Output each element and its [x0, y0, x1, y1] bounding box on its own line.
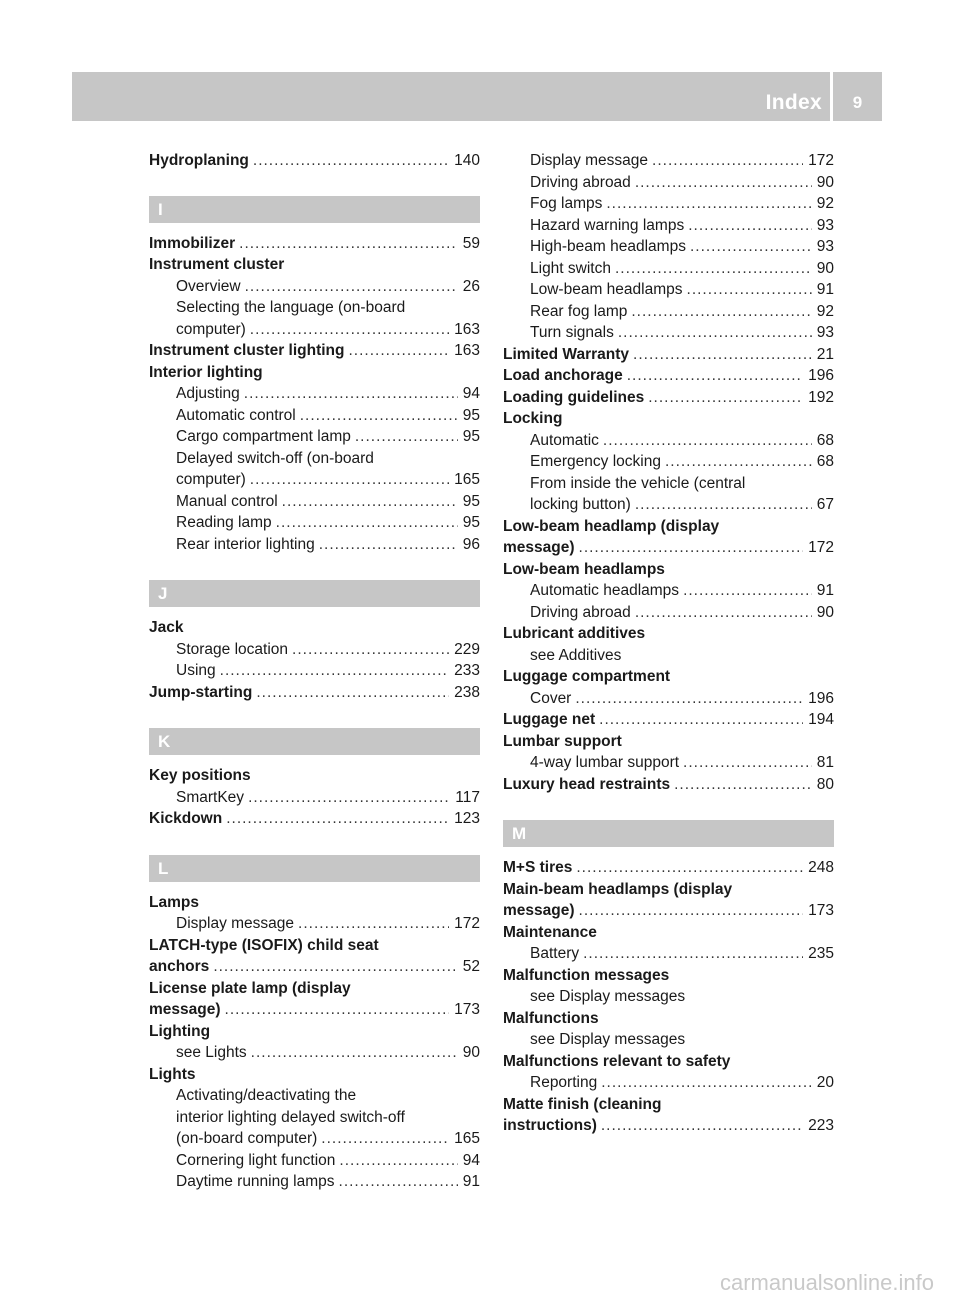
entry-label: Rear fog lamp: [530, 302, 628, 320]
index-subentry[interactable]: [149, 321, 480, 343]
entry-label: instructions): [503, 1117, 597, 1134]
entry-page: 91: [816, 582, 834, 599]
index-heading: Interior lighting: [149, 363, 263, 381]
entry-label: Daytime running lamps: [176, 1173, 335, 1190]
index-heading: Lubricant additives: [503, 625, 646, 642]
index-entry[interactable]: [149, 684, 480, 706]
index-subentry[interactable]: [503, 453, 834, 475]
dot-leader: [579, 539, 804, 557]
section-header-j: J: [149, 580, 480, 607]
index-entry[interactable]: [503, 711, 834, 733]
index-entry[interactable]: [503, 389, 834, 411]
header-bar: [72, 72, 882, 121]
entry-label: M+S tires: [503, 859, 573, 876]
dot-leader: [282, 493, 458, 511]
entry-page: 165: [454, 1130, 480, 1147]
index-subentry[interactable]: [149, 915, 480, 937]
entry-label: Storage location: [176, 640, 289, 658]
index-heading: Key positions: [149, 767, 251, 784]
entry-label: message): [503, 902, 575, 919]
dot-leader: [226, 810, 449, 828]
index-subentry-line: From inside the vehicle (central: [530, 474, 746, 492]
entry-page: 163: [454, 342, 480, 359]
entry-label: Rear interior lighting: [176, 535, 315, 553]
dot-leader: [298, 915, 449, 933]
index-subentry[interactable]: [503, 432, 834, 454]
dot-leader: [603, 432, 812, 450]
entry-page: 172: [454, 915, 480, 932]
dot-leader: [635, 174, 812, 192]
entry-label: (on-board computer): [176, 1130, 318, 1147]
entry-page: 165: [454, 471, 480, 488]
dot-leader: [251, 1044, 458, 1062]
dot-leader: [601, 1074, 812, 1092]
entry-page: 52: [462, 958, 480, 975]
entry-page: 94: [462, 385, 480, 402]
entry-page: 172: [808, 539, 834, 556]
entry-label: SmartKey: [176, 788, 245, 806]
dot-leader: [633, 346, 812, 364]
entry-page: 123: [454, 810, 480, 827]
dot-leader: [687, 281, 812, 299]
entry-label: Overview: [176, 277, 241, 295]
dot-leader: [321, 1130, 449, 1148]
index-heading: Maintenance: [503, 923, 597, 941]
entry-label: Instrument cluster lighting: [149, 342, 345, 359]
index-heading: Malfunctions relevant to safety: [503, 1052, 731, 1070]
index-entry[interactable]: [503, 776, 834, 798]
index-subentry[interactable]: [149, 1152, 480, 1174]
index-subentry-line[interactable]: see Additives: [530, 646, 622, 664]
dot-leader: [339, 1173, 458, 1191]
entry-label: Hydroplaning: [149, 152, 249, 169]
entry-label: Luxury head restraints: [503, 775, 671, 793]
index-heading: License plate lamp (display: [149, 979, 351, 997]
index-entry[interactable]: [149, 958, 480, 980]
page-title: Index: [765, 91, 822, 114]
entry-label: Using: [176, 662, 216, 679]
entry-label: Driving abroad: [530, 173, 631, 191]
index-heading: Lamps: [149, 893, 199, 911]
index-heading: Locking: [503, 410, 563, 427]
dot-leader: [627, 367, 803, 385]
dot-leader: [253, 152, 449, 170]
dot-leader: [244, 385, 458, 403]
entry-label: Cover: [530, 689, 572, 707]
index-column-left: [149, 152, 480, 1195]
entry-page: 26: [462, 277, 480, 295]
index-entry[interactable]: [503, 902, 834, 924]
entry-label: Loading guidelines: [503, 388, 645, 406]
index-entry[interactable]: [503, 539, 834, 561]
index-entry[interactable]: [149, 342, 480, 364]
entry-page: 80: [816, 775, 834, 793]
entry-label: Display message: [530, 152, 649, 169]
index-subentry-line: Selecting the language (on-board: [176, 299, 406, 316]
dot-leader: [683, 582, 812, 600]
index-heading: Lights: [149, 1065, 196, 1083]
entry-page: 238: [454, 683, 480, 701]
entry-page: 91: [816, 281, 834, 298]
index-subentry[interactable]: [149, 1044, 480, 1066]
index-subentry[interactable]: [503, 945, 834, 967]
dot-leader: [618, 324, 812, 342]
index-column-right: [503, 152, 834, 1139]
entry-page: 90: [816, 603, 834, 621]
entry-page: 196: [808, 689, 834, 707]
entry-page: 67: [816, 496, 834, 513]
dot-leader: [690, 238, 812, 256]
index-entry[interactable]: [503, 1117, 834, 1139]
dot-leader: [674, 776, 812, 794]
entry-label: Fog lamps: [530, 195, 603, 212]
entry-page: 140: [454, 152, 480, 169]
entry-page: 223: [808, 1117, 834, 1134]
index-subentry[interactable]: [503, 152, 834, 174]
index-subentry[interactable]: [149, 1173, 480, 1195]
dot-leader: [615, 260, 812, 278]
dot-leader: [348, 342, 449, 360]
entry-label: Kickdown: [149, 810, 223, 827]
entry-label: message): [503, 539, 575, 556]
index-subentry[interactable]: [503, 260, 834, 282]
entry-label: Automatic: [530, 431, 599, 449]
entry-label: Cornering light function: [176, 1151, 336, 1169]
dot-leader: [576, 859, 803, 877]
entry-label: Driving abroad: [530, 603, 631, 621]
index-heading: LATCH-type (ISOFIX) child seat: [149, 936, 379, 954]
entry-label: computer): [176, 320, 246, 338]
index-subentry[interactable]: [149, 789, 480, 811]
dot-leader: [250, 471, 449, 489]
entry-page: 173: [808, 902, 834, 919]
index-subentry[interactable]: [503, 582, 834, 604]
entry-page: 92: [816, 195, 834, 212]
index-heading: Instrument cluster: [149, 256, 285, 273]
entry-page: 248: [808, 859, 834, 876]
dot-leader: [250, 321, 449, 339]
entry-page: 90: [816, 173, 834, 191]
entry-label: Light switch: [530, 259, 611, 277]
index-subentry[interactable]: [503, 690, 834, 712]
index-subentry[interactable]: [503, 754, 834, 776]
index-entry[interactable]: [149, 235, 480, 257]
index-subentry-line: interior lighting delayed switch-off: [176, 1108, 405, 1126]
entry-label: Adjusting: [176, 385, 240, 402]
dot-leader: [292, 641, 449, 659]
entry-page: 90: [816, 259, 834, 277]
entry-label: Reporting: [530, 1074, 598, 1091]
index-heading: Lumbar support: [503, 732, 622, 750]
dot-leader: [583, 945, 803, 963]
entry-page: 94: [462, 1151, 480, 1169]
index-subentry[interactable]: [149, 1130, 480, 1152]
entry-page: 172: [808, 152, 834, 169]
dot-leader: [579, 902, 804, 920]
entry-page: 93: [816, 238, 834, 255]
entry-label: Emergency locking: [530, 453, 661, 470]
index-heading: Malfunction messages: [503, 966, 670, 984]
index-subentry[interactable]: [149, 493, 480, 515]
index-subentry-line[interactable]: see Display messages: [530, 988, 686, 1005]
entry-label: Manual control: [176, 492, 278, 510]
section-header-k: K: [149, 728, 480, 755]
dot-leader: [575, 690, 803, 708]
entry-page: 95: [462, 514, 480, 531]
index-entry[interactable]: [149, 152, 480, 174]
entry-label: Turn signals: [530, 324, 614, 341]
dot-leader: [355, 428, 458, 446]
index-subentry[interactable]: [149, 407, 480, 429]
dot-leader: [635, 604, 812, 622]
entry-page: 229: [454, 640, 480, 658]
index-heading: Jack: [149, 619, 184, 636]
index-heading: Low-beam headlamp (display: [503, 517, 720, 535]
index-entry[interactable]: [503, 367, 834, 389]
index-subentry-line[interactable]: see Display messages: [530, 1031, 686, 1048]
section-header-m: M: [503, 820, 834, 847]
entry-label: Luggage net: [503, 711, 596, 728]
dot-leader: [220, 662, 449, 680]
entry-page: 90: [462, 1044, 480, 1061]
entry-label: Display message: [176, 915, 295, 932]
entry-page: 20: [816, 1074, 834, 1091]
index-subentry-line: Activating/deactivating the: [176, 1087, 357, 1104]
entry-label: Load anchorage: [503, 367, 623, 384]
entry-page: 95: [462, 406, 480, 424]
entry-label: High-beam headlamps: [530, 238, 686, 255]
entry-page: 192: [808, 388, 834, 406]
entry-label: Reading lamp: [176, 514, 272, 531]
entry-label: 4-way lumbar support: [530, 754, 680, 771]
dot-leader: [683, 754, 812, 772]
entry-label: Automatic headlamps: [530, 582, 680, 599]
entry-page: 96: [462, 535, 480, 553]
index-heading: Main-beam headlamps (display: [503, 880, 733, 898]
index-entry[interactable]: [149, 1001, 480, 1023]
entry-label: Hazard warning lamps: [530, 216, 685, 234]
dot-leader: [635, 496, 812, 514]
entry-label: locking button): [530, 496, 631, 513]
index-subentry-line: Delayed switch-off (on-board: [176, 449, 374, 467]
index-heading: Lighting: [149, 1022, 211, 1040]
entry-page: 68: [816, 453, 834, 470]
entry-page: 91: [462, 1173, 480, 1190]
index-subentry[interactable]: [503, 1074, 834, 1096]
entry-page: 93: [816, 324, 834, 341]
dot-leader: [239, 235, 458, 253]
entry-page: 93: [816, 216, 834, 234]
entry-page: 95: [462, 428, 480, 445]
entry-label: Automatic control: [176, 406, 296, 424]
index-subentry[interactable]: [149, 641, 480, 663]
index-heading: Low-beam headlamps: [503, 560, 665, 578]
dot-leader: [225, 1001, 450, 1019]
entry-label: computer): [176, 471, 246, 488]
index-entry[interactable]: [149, 810, 480, 832]
index-subentry[interactable]: [149, 385, 480, 407]
index-heading: Matte finish (cleaning: [503, 1095, 662, 1113]
entry-label: anchors: [149, 958, 210, 975]
entry-label: Limited Warranty: [503, 345, 630, 363]
entry-page: 59: [462, 234, 480, 252]
entry-page: 21: [816, 345, 834, 363]
index-subentry[interactable]: [149, 662, 480, 684]
entry-label: Battery: [530, 945, 580, 962]
entry-label: Jump-starting: [149, 683, 253, 701]
index-subentry[interactable]: [503, 195, 834, 217]
index-subentry[interactable]: [503, 217, 834, 239]
dot-leader: [648, 389, 803, 407]
index-heading: Malfunctions: [503, 1009, 599, 1027]
dot-leader: [276, 514, 458, 532]
index-subentry[interactable]: [503, 238, 834, 260]
index-subentry[interactable]: [149, 278, 480, 300]
index-subentry[interactable]: [503, 496, 834, 518]
index-subentry[interactable]: [149, 471, 480, 493]
index-subentry[interactable]: [503, 604, 834, 626]
index-subentry[interactable]: [503, 174, 834, 196]
dot-leader: [601, 1117, 803, 1135]
dot-leader: [213, 958, 457, 976]
dot-leader: [339, 1152, 457, 1170]
page-number: 9: [852, 93, 863, 112]
entry-page: 92: [816, 302, 834, 320]
entry-label: Immobilizer: [149, 234, 236, 252]
section-header-l: L: [149, 855, 480, 882]
dot-leader: [245, 278, 458, 296]
index-subentry[interactable]: [149, 428, 480, 450]
entry-page: 95: [462, 492, 480, 510]
index-entry[interactable]: [503, 859, 834, 881]
entry-page: 68: [816, 431, 834, 449]
entry-label: Cargo compartment lamp: [176, 428, 351, 445]
entry-label: see Lights: [176, 1044, 247, 1061]
watermark: carmanualsonline.info: [719, 1270, 934, 1295]
entry-page: 173: [454, 1001, 480, 1018]
dot-leader: [300, 407, 458, 425]
entry-page: 194: [808, 711, 834, 728]
index-subentry[interactable]: [503, 281, 834, 303]
dot-leader: [599, 711, 803, 729]
dot-leader: [631, 303, 811, 321]
entry-page: 233: [454, 662, 480, 679]
dot-leader: [665, 453, 812, 471]
entry-page: 163: [454, 320, 480, 338]
dot-leader: [652, 152, 803, 170]
index-subentry[interactable]: [503, 324, 834, 346]
entry-label: message): [149, 1001, 221, 1018]
index-subentry[interactable]: [149, 514, 480, 536]
section-header-i: I: [149, 196, 480, 223]
dot-leader: [256, 684, 449, 702]
index-subentry[interactable]: [149, 536, 480, 558]
dot-leader: [248, 789, 450, 807]
index-heading: Luggage compartment: [503, 668, 671, 685]
index-subentry[interactable]: [503, 303, 834, 325]
entry-page: 81: [816, 754, 834, 771]
dot-leader: [688, 217, 812, 235]
entry-page: 196: [808, 367, 834, 384]
entry-page: 235: [808, 945, 834, 962]
dot-leader: [606, 195, 811, 213]
entry-page: 117: [455, 788, 480, 806]
index-entry[interactable]: [503, 346, 834, 368]
entry-label: Low-beam headlamps: [530, 281, 683, 298]
dot-leader: [319, 536, 458, 554]
